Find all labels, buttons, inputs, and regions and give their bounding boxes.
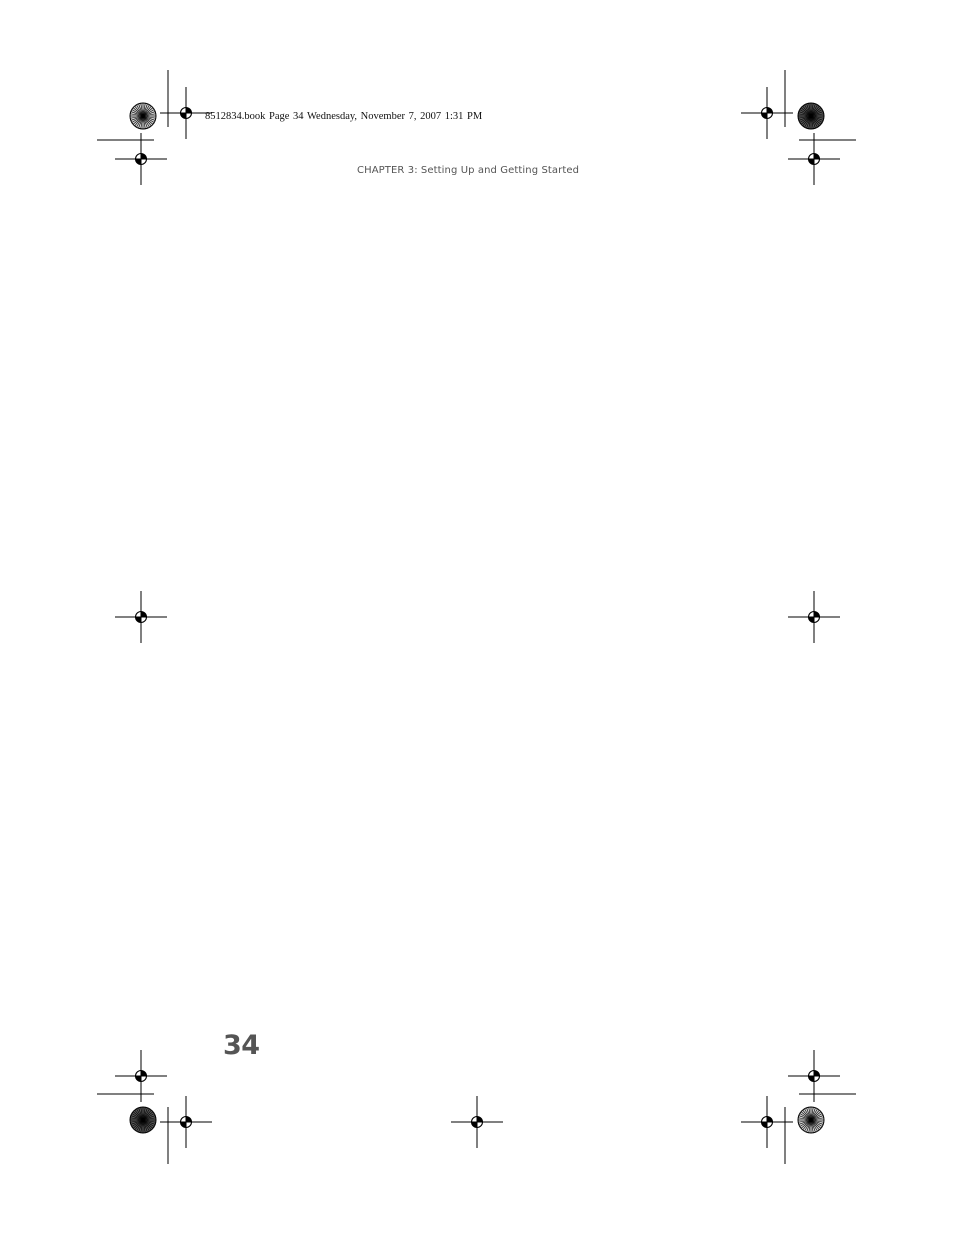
starburst-icon bbox=[130, 103, 156, 129]
registration-target-icon bbox=[451, 1096, 503, 1148]
registration-target-icon bbox=[115, 591, 167, 643]
starburst-icon bbox=[798, 103, 824, 129]
page-number: 34 bbox=[223, 1030, 260, 1061]
running-head: CHAPTER 3: Setting Up and Getting Started bbox=[357, 165, 580, 176]
starburst-icon bbox=[798, 1107, 824, 1133]
registration-target-icon bbox=[115, 133, 167, 185]
registration-target-icon bbox=[788, 133, 840, 185]
starburst-icon bbox=[130, 1107, 156, 1133]
crop-marks bbox=[97, 70, 856, 1164]
registration-target-icon bbox=[788, 591, 840, 643]
slug-line: 8512834.book Page 34 Wednesday, November 7, 2007 1:31 PM bbox=[205, 111, 483, 122]
